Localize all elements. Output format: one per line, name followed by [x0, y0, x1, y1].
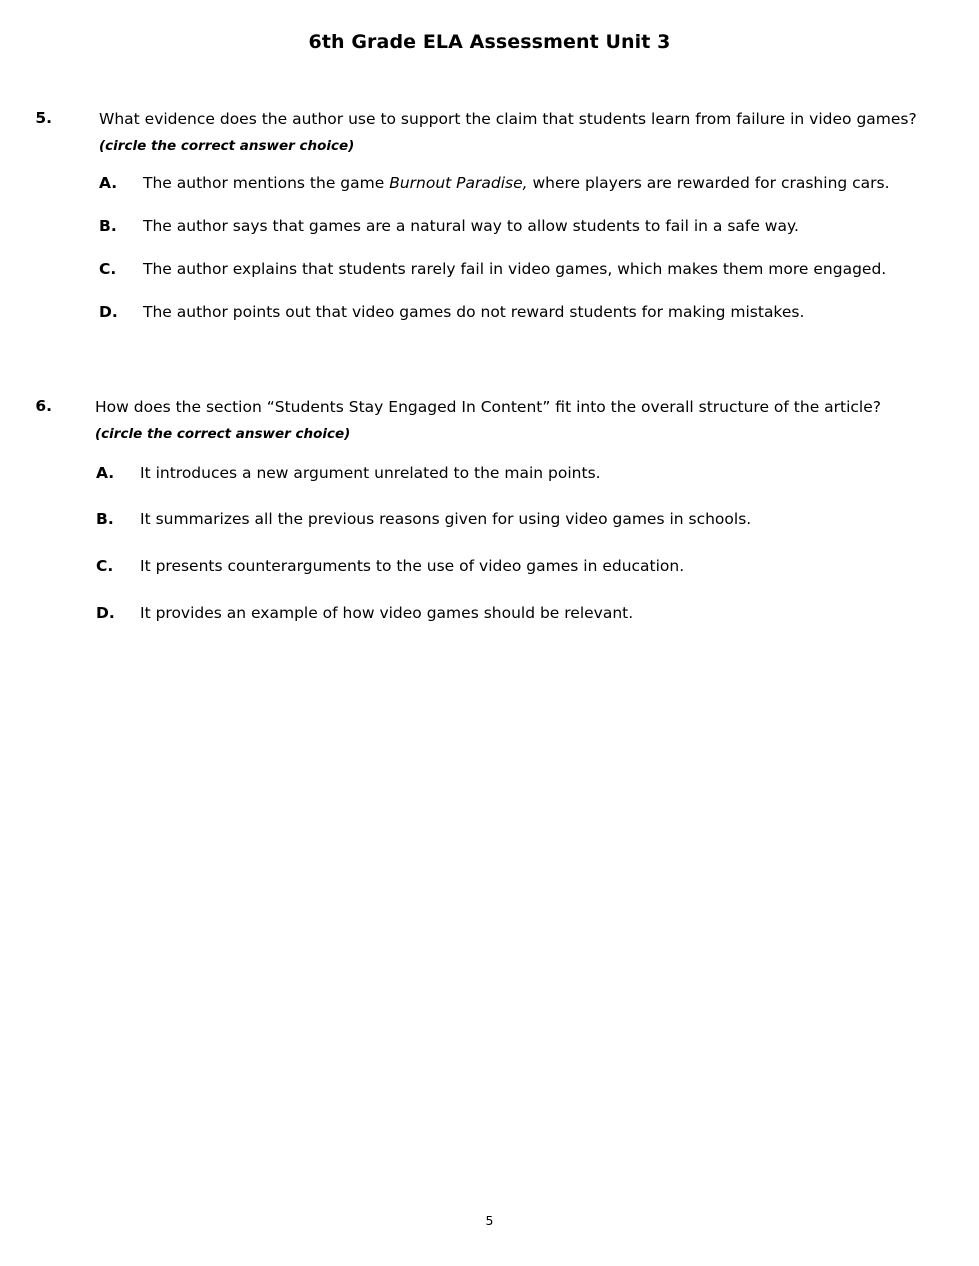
choice-text: [140, 509, 751, 530]
choice-letter: D.: [96, 604, 115, 623]
question-row: [0, 397, 979, 442]
choice-text-pre: It summarizes all the previous reasons given for using video games in schools.: [140, 510, 752, 529]
question-prompt: How does the section “Students Stay Engaged In Content” fit into the overall structure of the article?: [95, 397, 881, 416]
choice-text-pre: The author mentions the game: [143, 173, 390, 192]
choice-text-pre: It provides an example of how video games should be relevant.: [140, 604, 634, 623]
choice-text: [140, 603, 633, 624]
answer-choice[interactable]: [99, 259, 979, 280]
question-block-6: [0, 397, 979, 625]
choice-letter: D.: [99, 302, 118, 321]
question-number: 5.: [35, 109, 52, 127]
question-body: [52, 397, 979, 442]
choice-text: [143, 216, 799, 237]
question-instruction: (circle the correct answer choice): [95, 425, 351, 442]
choice-letter: C.: [99, 259, 117, 278]
answer-choice[interactable]: [99, 216, 979, 237]
answer-choices: [0, 173, 979, 323]
question-row: [0, 109, 979, 154]
choice-text: [140, 463, 601, 484]
choice-text: [143, 302, 804, 323]
answer-choice[interactable]: [99, 302, 979, 323]
choice-letter: A.: [99, 173, 118, 192]
question-number: 6.: [35, 396, 52, 415]
question-body: [52, 109, 979, 154]
choice-text-pre: The author points out that video games do not reward students for making mistakes.: [143, 302, 805, 321]
choice-text-pre: The author explains that students rarely fail in video games, which makes them more engaged.: [143, 259, 887, 278]
choice-letter: B.: [96, 510, 114, 529]
choice-text: [143, 173, 890, 194]
choice-letter: C.: [96, 557, 114, 576]
answer-choice[interactable]: [96, 556, 979, 577]
page-title: 6th Grade ELA Assessment Unit 3: [308, 31, 671, 53]
answer-choice[interactable]: [96, 603, 979, 624]
choice-text-pre: It introduces a new argument unrelated to the main points.: [140, 463, 601, 482]
choice-text-pre: The author says that games are a natural way to allow students to fail in a safe way.: [143, 216, 799, 235]
question-instruction: (circle the correct answer choice): [99, 137, 355, 154]
answer-choice[interactable]: [99, 173, 979, 194]
page-number: 5: [485, 1213, 494, 1228]
answer-choice[interactable]: [96, 509, 979, 530]
choice-letter: B.: [99, 216, 117, 235]
choice-text: [140, 556, 684, 577]
choice-text: [143, 259, 886, 280]
choice-text-post: where players are rewarded for crashing cars.: [527, 173, 890, 192]
answer-choices: [0, 463, 979, 625]
choice-letter: A.: [96, 463, 115, 482]
question-prompt: What evidence does the author use to support the claim that students learn from failure in video games?: [99, 110, 917, 128]
choice-text-pre: It presents counterarguments to the use of video games in education.: [140, 557, 685, 576]
question-block-5: [0, 109, 979, 323]
answer-choice[interactable]: [96, 463, 979, 484]
choice-text-italic: Burnout Paradise,: [389, 173, 528, 192]
